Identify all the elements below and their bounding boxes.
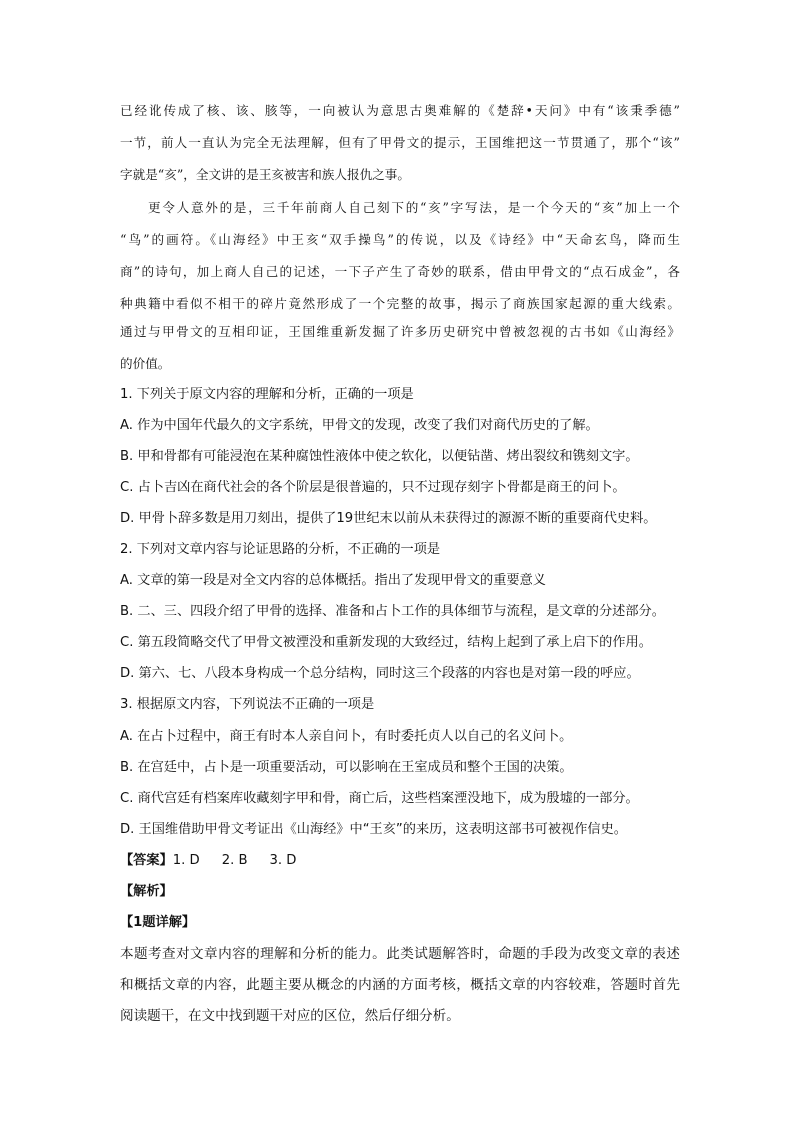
passage-line: 一节，前人一直认为完全无法理解，但有了甲骨文的提示，王国维把这一节贯通了，那个“该” [120,135,680,150]
answer-label: 【答案】 [120,853,173,868]
passage-line: 的价值。 [120,356,171,371]
detail-label: 【1题详解】 [120,915,196,930]
question-option: D. 王国维借助甲骨文考证出《山海经》中“王亥”的来历，这表明这部书可被视作信史。 [120,822,627,837]
question-option: A. 作为中国年代最久的文字系统，甲骨文的发现，改变了我们对商代历史的了解。 [120,418,599,433]
question-option: D. 第六、七、八段本身构成一个总分结构，同时这三个段落的内容也是对第一段的呼应。 [120,666,640,681]
question-option: B. 二、三、四段介绍了甲骨的选择、准备和占卜工作的具体细节与流程，是文章的分述部分。 [120,604,665,619]
passage-line: 字就是“亥”，全文讲的是王亥被害和族人报仇之事。 [120,167,410,182]
passage-line: “鸟”的画符。《山海经》中王亥“双手操鸟”的传说，以及《诗经》中“天命玄鸟，降而生 [120,232,680,247]
question-option: B. 在宫廷中，占卜是一项重要活动，可以影响在王室成员和整个王国的决策。 [120,760,573,775]
question-option: A. 在占卜过程中，商王有时本人亲自问卜，有时委托贞人以自己的名义问卜。 [120,729,573,744]
answer-item: 2. B [221,853,248,868]
question-option: B. 甲和骨都有可能浸泡在某种腐蚀性液体中使之软化，以便钻凿、烤出裂纹和镌刻文字。 [120,449,639,464]
passage-line: 商”的诗句，加上商人自己的记述，一下子产生了奇妙的联系，借由甲骨文的“点石成金”，各 [120,264,680,279]
question-option: C. 商代宫廷有档案库收藏刻字甲和骨，商亡后，这些档案湮没地下，成为殷墟的一部分。 [120,791,639,806]
passage-line: 通过与甲骨文的互相印证，王国维重新发掘了许多历史研究中曾被忽视的古书如《山海经》 [120,324,680,339]
question-option: C. 第五段简略交代了甲骨文被湮没和重新发现的大致经过，结构上起到了承上启下的作用。 [120,635,652,650]
analysis-label: 【解析】 [120,884,173,899]
question-option: D. 甲骨卜辞多数是用刀刻出，提供了19世纪末以前从未获得过的源源不断的重要商代史料。 [120,511,657,526]
question-stem: 3. 根据原文内容，下列说法不正确的一项是 [120,697,375,712]
answer-item: 1. D [172,853,200,868]
question-option: C. 占卜吉凶在商代社会的各个阶层是很普遍的，只不过现存刻字卜骨都是商王的问卜。 [120,480,626,495]
question-stem: 1. 下列关于原文内容的理解和分析，正确的一项是 [120,387,414,402]
answer-line [120,852,680,870]
passage-line: 已经讹传成了核、该、胲等，一向被认为意思古奥难解的《楚辞•天问》中有“该秉季德” [120,103,680,118]
question-stem: 2. 下列对文章内容与论证思路的分析，不正确的一项是 [120,542,441,557]
analysis-text: 本题考查对文章内容的理解和分析的能力。此类试题解答时，命题的手段为改变文章的表述 [120,946,680,962]
passage-line: 更令人意外的是，三千年前商人自己刻下的“亥”字写法，是一个今天的“亥”加上一个 [148,200,680,215]
question-option: A. 文章的第一段是对全文内容的总体概括。指出了发现甲骨文的重要意义 [120,573,546,588]
answer-item: 3. D [269,853,297,868]
analysis-text: 和概括文章的内容，此题主要从概念的内涵的方面考核，概括文章的内容较难，答题时首先 [120,977,680,993]
passage-line: 种典籍中看似不相干的碎片竟然形成了一个完整的故事，揭示了商族国家起源的重大线索。 [120,296,680,311]
analysis-text: 阅读题干，在文中找到题干对应的区位，然后仔细分析。 [120,1008,460,1024]
